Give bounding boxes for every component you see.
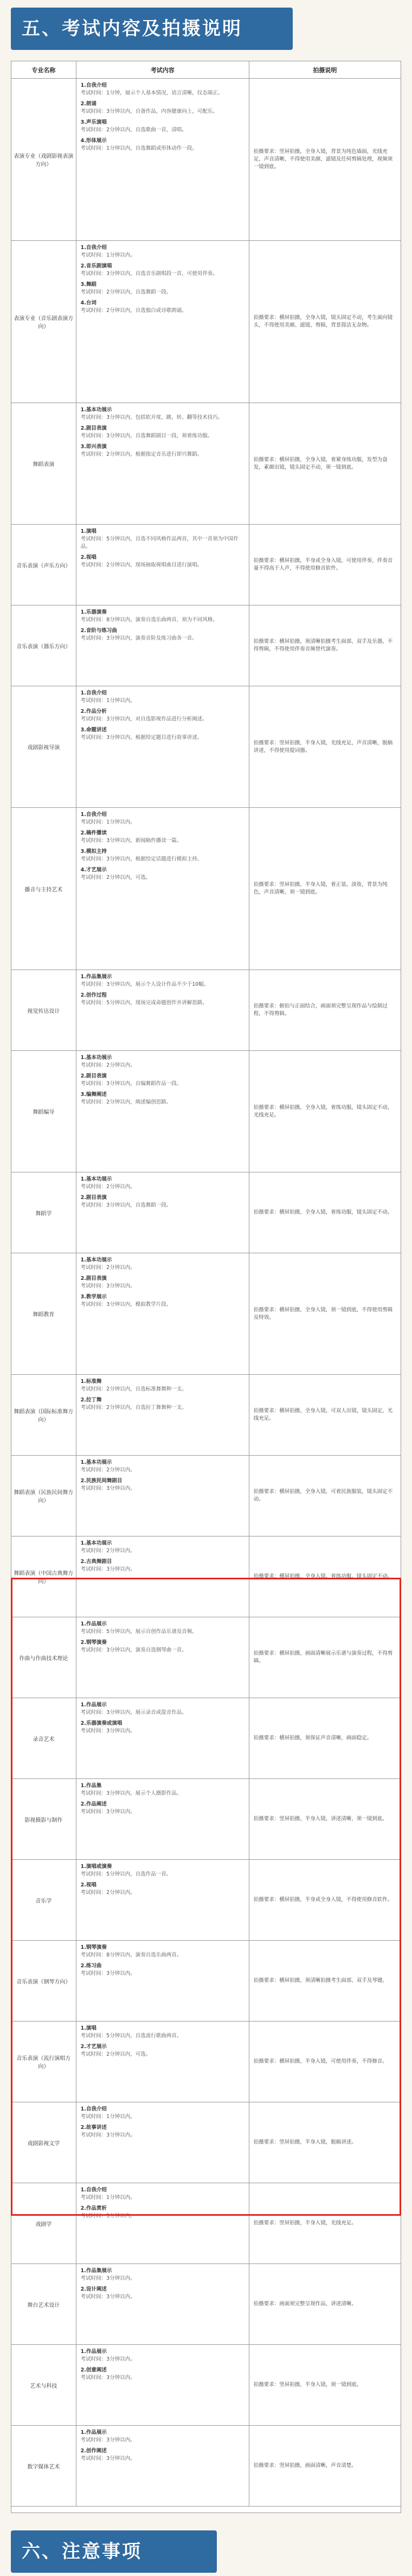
exam-item-detail: 考试时间：3分钟以内。 <box>80 1566 136 1572</box>
exam-item-title: 1.作品展示 <box>80 2349 107 2355</box>
exam-item-title: 1.自我介绍 <box>80 245 107 251</box>
exam-content <box>76 1456 249 1536</box>
table-row <box>11 1779 401 1860</box>
exam-item-detail: 考试时间：2分钟以内。 <box>80 1184 136 1190</box>
major-name: 舞蹈表演（民族民间舞方向） <box>11 1456 76 1536</box>
major-name: 影视摄影与制作 <box>11 1779 76 1859</box>
exam-item-title: 2.作品赏析 <box>80 2205 107 2211</box>
major-name: 视觉传达设计 <box>11 970 76 1050</box>
exam-item-detail: 考试时间：3分钟以内，自备作品，内容健康向上，可配乐。 <box>80 109 218 114</box>
exam-item <box>81 1477 244 1493</box>
exam-item-title: 2.创意阐述 <box>80 2367 107 2373</box>
exam-item <box>81 2043 244 2058</box>
exam-item-title: 3.编舞阐述 <box>80 1092 107 1098</box>
exam-content <box>76 525 249 605</box>
exam-content <box>76 2183 249 2263</box>
exam-content <box>76 808 249 970</box>
exam-item-title: 2.剧目表演 <box>80 1276 107 1281</box>
exam-item-title: 1.自我介绍 <box>80 812 107 818</box>
exam-item-detail: 考试时间：2分钟以内。 <box>80 1265 136 1271</box>
exam-item-title: 1.自我介绍 <box>80 690 107 696</box>
exam-content <box>76 1253 249 1374</box>
exam-content <box>76 1536 249 1617</box>
exam-item <box>81 2186 244 2202</box>
exam-item-title: 2.音阶与练习曲 <box>80 628 117 634</box>
major-name: 表演专业（戏剧影视表演方向） <box>11 79 76 240</box>
exam-item-title: 1.自我介绍 <box>80 2187 107 2193</box>
exam-item <box>81 2106 244 2121</box>
major-name: 舞蹈编导 <box>11 1051 76 1172</box>
exam-item <box>81 1782 244 1797</box>
exam-item-detail: 考试时间：8分钟以内，演奏自选乐曲两首，须为不同风格。 <box>80 617 218 623</box>
exam-item <box>81 866 244 882</box>
exam-item-detail: 考试时间：3分钟以内。 <box>80 1728 136 1734</box>
exam-item-title: 3.声乐演唱 <box>80 119 107 125</box>
exam-item-title: 2.才艺展示 <box>80 2044 107 2050</box>
exam-item <box>81 1073 244 1088</box>
exam-item-detail: 考试时间：3分钟以内，新闻稿件播读一篇。 <box>80 838 182 844</box>
exam-item-title: 2.作品分析 <box>80 709 107 715</box>
shooting-requirements: 拍摄要求：横屏拍摄，半身入镜，可使用伴奏，不得修音。 <box>253 2058 388 2064</box>
table-row <box>11 2426 401 2507</box>
exam-item-title: 1.基本功展示 <box>80 1055 112 1061</box>
major-name: 艺术与科技 <box>11 2345 76 2425</box>
exam-item-detail: 考试时间：3分钟以内，展示个人摄影作品。 <box>80 1790 182 1796</box>
shooting-requirements: 拍摄要求：横屏拍摄，半身或全身入镜，不得使用修音软件。 <box>253 1897 393 1903</box>
exam-item-detail: 考试时间：2分钟以内，自选歌曲一首，清唱。 <box>80 127 187 133</box>
exam-item-title: 2.民族民间舞剧目 <box>80 1478 123 1484</box>
exam-item-title: 2.剧目表演 <box>80 1195 107 1201</box>
exam-item-detail: 考试时间：3分钟以内。 <box>80 2456 136 2462</box>
exam-item-title: 1.标准舞 <box>80 1379 102 1385</box>
shooting-requirements: 拍摄要求：竖屏拍摄，画面清晰，声音清楚。 <box>253 2463 357 2469</box>
exam-item <box>81 2025 244 2040</box>
major-name: 表演专业（音乐剧表演方向） <box>11 241 76 403</box>
exam-item <box>81 82 244 97</box>
exam-item-detail: 考试时间：2分钟以内，自选标准舞舞种一支。 <box>80 1386 187 1392</box>
table-row <box>11 1051 401 1172</box>
exam-item-title: 2.音乐剧演唱 <box>80 263 112 269</box>
table-row <box>11 2102 401 2183</box>
exam-item-title: 1.自我介绍 <box>80 82 107 88</box>
exam-item <box>81 609 244 624</box>
exam-item-detail: 考试时间：2分钟以内，自选独白或诗歌朗诵。 <box>80 308 187 314</box>
exam-item-detail: 考试时间：5分钟以内，现场完成命题创作并讲解思路。 <box>80 1000 208 1006</box>
table-row <box>11 2183 401 2264</box>
exam-item <box>81 137 244 152</box>
shooting-requirements: 拍摄要求：竖屏拍摄，半身入镜，光线充足。 <box>253 2220 357 2226</box>
exam-item-title: 1.演唱或演奏 <box>80 1864 112 1870</box>
exam-content <box>76 79 249 240</box>
exam-item-title: 2.稿件播读 <box>80 830 107 836</box>
exam-item-detail: 考试时间：1分钟以内。 <box>80 698 136 704</box>
exam-item <box>81 1257 244 1272</box>
table-row <box>11 2022 401 2102</box>
table-row <box>11 686 401 808</box>
exam-item-detail: 考试时间：3分钟以内。 <box>80 2275 136 2281</box>
exam-item <box>81 1293 244 1309</box>
table-row <box>11 1253 401 1375</box>
exam-content <box>76 970 249 1050</box>
exam-item-title: 2.设计阐述 <box>80 2286 107 2292</box>
exam-item <box>81 1962 244 1978</box>
exam-item <box>81 1863 244 1878</box>
exam-item-detail: 考试时间：2分钟以内，自选舞蹈一段。 <box>80 289 172 295</box>
shooting-requirements: 拍摄要求：横屏拍摄，全身入镜，着紧身练功服，发型为盘发，素颜出镜，镜头固定不动，须一镜到底。 <box>253 456 388 470</box>
table-row <box>11 403 401 525</box>
exam-item <box>81 2205 244 2220</box>
exam-content <box>76 1941 249 2021</box>
exam-item <box>81 443 244 458</box>
table-body <box>11 79 401 2507</box>
exam-item-detail: 考试时间：1分钟以内。 <box>80 2195 136 2201</box>
exam-item-title: 1.基本功展示 <box>80 1540 112 1546</box>
exam-item-title: 3.模拟主持 <box>80 849 107 855</box>
major-name: 数字媒体艺术 <box>11 2426 76 2506</box>
exam-item <box>81 1275 244 1290</box>
shooting-requirements: 拍摄要求：横屏拍摄，全身入镜，须一镜到底，不得使用剪辑及特效。 <box>253 1306 393 1321</box>
exam-item-detail: 考试时间：5分钟以内，展示自创作品乐谱及音频。 <box>80 1629 197 1635</box>
exam-item <box>81 992 244 1007</box>
exam-content <box>76 1617 249 1698</box>
shooting-requirements: 拍摄要求：竖屏拍摄，半身入镜，须一镜到底。 <box>253 2382 362 2388</box>
exam-item <box>81 1558 244 1573</box>
table-row <box>11 1172 401 1253</box>
major-name: 舞蹈学 <box>11 1172 76 1253</box>
exam-item-title: 2.乐器演奏或演唱 <box>80 1720 123 1726</box>
major-name: 音乐表演（流行演唱方向） <box>11 2022 76 2102</box>
exam-item-detail: 考试时间：3分钟以内，根据给定话题进行模拟主持。 <box>80 856 203 862</box>
exam-content <box>76 1172 249 1253</box>
exam-item <box>81 1194 244 1209</box>
exam-item <box>81 1621 244 1636</box>
exam-item-title: 2.练习曲 <box>80 1963 102 1969</box>
header-requirements: 拍摄说明 <box>313 66 337 74</box>
exam-item <box>81 1176 244 1191</box>
exam-item-title: 1.作品展示 <box>80 1621 107 1627</box>
exam-item-detail: 考试时间：3分钟以内。 <box>80 2213 136 2219</box>
exam-item <box>81 2348 244 2363</box>
table-header <box>11 61 401 79</box>
exam-item <box>81 1459 244 1474</box>
table-row <box>11 1698 401 1779</box>
exam-item <box>81 425 244 440</box>
exam-item <box>81 690 244 705</box>
exam-content <box>76 1051 249 1172</box>
exam-item-detail: 考试时间：2分钟以内，可选。 <box>80 2051 151 2057</box>
exam-item <box>81 1882 244 1897</box>
shooting-requirements: 拍摄要求：横屏拍摄，画面清晰展示乐谱与演奏过程，不得剪辑。 <box>253 1650 393 1664</box>
shooting-requirements: 拍摄要求：竖屏拍摄，全身入镜，背景为纯色墙面，光线充足，声音清晰，不得使用美颜、滤镜及任何剪辑处理，视频须一镜到底。 <box>253 149 393 170</box>
exam-item <box>81 100 244 116</box>
exam-item-title: 2.创作阐述 <box>80 2448 107 2454</box>
exam-item-title: 2.故事讲述 <box>80 2125 107 2131</box>
exam-item-detail: 考试时间：3分钟以内，模拟教学片段。 <box>80 1302 172 1308</box>
exam-item <box>81 708 244 723</box>
major-name: 音乐表演（钢琴方向） <box>11 1941 76 2021</box>
exam-item-title: 3.教学展示 <box>80 1294 107 1300</box>
exam-content <box>76 2264 249 2344</box>
exam-content <box>76 2102 249 2183</box>
exam-item-detail: 考试时间：3分钟以内。 <box>80 1485 136 1491</box>
exam-item-detail: 考试时间：8分钟以内，演奏自选乐曲两首。 <box>80 1952 182 1958</box>
exam-content <box>76 1779 249 1859</box>
exam-content <box>76 2022 249 2102</box>
major-name: 音乐表演（器乐方向） <box>11 605 76 686</box>
shooting-requirements: 拍摄要求：竖屏拍摄，半身入镜，着正装，淡妆，背景为纯色，声音清晰，须一镜到底。 <box>253 882 388 895</box>
exam-item-title: 2.剧目表演 <box>80 425 107 431</box>
exam-item-title: 1.演唱 <box>80 528 96 534</box>
exam-item-detail: 考试时间：3分钟以内。 <box>80 1283 136 1289</box>
shooting-requirements: 拍摄要求：竖屏拍摄，半身入镜，光线充足，声音清晰，脱稿讲述，不得使用提词器。 <box>253 739 393 754</box>
shooting-requirements: 拍摄要求：横屏拍摄，须保证声音清晰，画面稳定。 <box>253 1735 372 1741</box>
exam-item-detail: 考试时间：3分钟以内。 <box>80 2356 136 2362</box>
table-row <box>11 1536 401 1617</box>
exam-item <box>81 244 244 259</box>
exam-item-title: 3.命题讲述 <box>80 727 107 733</box>
exam-item <box>81 2286 244 2301</box>
exam-item-detail: 考试时间：2分钟以内。 <box>80 1890 136 1896</box>
exam-item-detail: 考试时间：3分钟以内，演奏自选钢琴曲一首。 <box>80 1647 187 1653</box>
exam-item-title: 2.古典舞剧目 <box>80 1559 112 1565</box>
exam-item <box>81 2267 244 2282</box>
exam-content <box>76 241 249 403</box>
shooting-requirements: 拍摄要求：横屏拍摄，全身入镜，着练功服，镜头固定不动，光线充足。 <box>253 1104 393 1118</box>
exam-item-title: 1.基本功展示 <box>80 1257 112 1263</box>
exam-item <box>81 1801 244 1816</box>
major-name: 音乐表演（声乐方向） <box>11 525 76 605</box>
exam-item <box>81 830 244 845</box>
exam-item-detail: 考试时间：2分钟以内。 <box>80 1062 136 1068</box>
exam-content <box>76 1375 249 1455</box>
exam-item-title: 1.作品集 <box>80 1783 102 1789</box>
exam-item <box>81 119 244 134</box>
shooting-requirements: 拍摄要求：竖屏拍摄，半身入镜，讲述清晰，须一镜到底。 <box>253 1816 388 1822</box>
exam-item-detail: 考试时间：2分钟以内，根据指定音乐进行即兴舞蹈。 <box>80 451 203 457</box>
exam-item <box>81 1091 244 1106</box>
exam-item <box>81 263 244 278</box>
exam-item-detail: 考试时间：5分钟以内，自选作品一首。 <box>80 1871 172 1877</box>
shooting-requirements: 拍摄要求：俯拍与正面结合，画面须完整呈现作品与绘制过程，不得剪辑。 <box>253 1003 388 1017</box>
exam-item-detail: 考试时间：1分钟以内。 <box>80 252 136 258</box>
exam-item-title: 2.拉丁舞 <box>80 1397 102 1403</box>
exam-item-title: 2.朗诵 <box>80 101 96 107</box>
exam-item <box>81 2447 244 2463</box>
major-name: 音乐学 <box>11 1860 76 1940</box>
exam-item-title: 1.作品展示 <box>80 2430 107 2435</box>
exam-item <box>81 406 244 422</box>
exam-table <box>11 61 401 2513</box>
section5-title: 五、考试内容及拍摄说明 <box>11 8 293 50</box>
exam-item-detail: 考试时间：2分钟以内。 <box>80 1548 136 1554</box>
exam-item-detail: 考试时间：2分钟以内，阐述编创思路。 <box>80 1099 172 1105</box>
table-row <box>11 241 401 403</box>
major-name: 舞蹈表演（中国古典舞方向） <box>11 1536 76 1617</box>
exam-item <box>81 2367 244 2382</box>
exam-item <box>81 1397 244 1412</box>
shooting-requirements: 拍摄要求：横屏拍摄，须清晰拍摄考生面部、双手及琴键。 <box>253 1978 388 1984</box>
table-row <box>11 605 401 686</box>
exam-content <box>76 1698 249 1778</box>
exam-item-detail: 考试时间：3分钟以内。 <box>80 2375 136 2381</box>
table-row <box>11 2345 401 2426</box>
exam-item-detail: 考试时间：2分钟以内，现场抽取视唱曲目进行演唱。 <box>80 562 203 568</box>
exam-item <box>81 299 244 315</box>
major-name: 戏剧影视文学 <box>11 2102 76 2183</box>
shooting-requirements: 拍摄要求：横屏拍摄，全身入镜，可双人出镜，镜头固定，光线充足。 <box>253 1408 393 1421</box>
exam-item-detail: 考试时间：3分钟以内。 <box>80 1971 136 1976</box>
header-content: 考试内容 <box>76 61 249 78</box>
exam-item-title: 1.基本功展示 <box>80 1176 112 1182</box>
exam-item-title: 1.自我介绍 <box>80 2106 107 2112</box>
exam-item <box>81 528 244 551</box>
exam-item-detail: 考试时间：5分钟以内，自选不同风格作品两首，其中一首须为中国作品。 <box>80 536 239 550</box>
table-row <box>11 970 401 1051</box>
table-row <box>11 808 401 970</box>
exam-item-title: 3.即兴表演 <box>80 444 107 450</box>
exam-item-title: 4.才艺展示 <box>80 867 107 873</box>
exam-item-title: 4.形体展示 <box>80 138 107 144</box>
major-name: 戏剧影视导演 <box>11 686 76 807</box>
exam-item-detail: 考试时间：3分钟以内，展示个人设计作品不少于10幅。 <box>80 981 209 987</box>
exam-item-detail: 考试时间：3分钟以内。 <box>80 2132 136 2138</box>
exam-item <box>81 1639 244 1654</box>
table-row <box>11 1456 401 1536</box>
shooting-requirements: 拍摄要求：横屏拍摄，全身入镜，可着民族服装，镜头固定不动。 <box>253 1489 393 1502</box>
exam-item <box>81 848 244 863</box>
exam-item <box>81 973 244 989</box>
shooting-requirements: 拍摄要求：竖屏拍摄，半身入镜，脱稿讲述。 <box>253 2139 357 2145</box>
exam-item-detail: 考试时间：1分钟以内，自选舞蹈或形体动作一段。 <box>80 145 197 151</box>
exam-item-detail: 考试时间：1分钟，展示个人基本情况，语言清晰，仪态端正。 <box>80 90 223 96</box>
table-row <box>11 1941 401 2022</box>
exam-item-detail: 考试时间：2分钟以内，自选拉丁舞舞种一支。 <box>80 1405 187 1411</box>
exam-item-detail: 考试时间：5分钟以内，自选流行歌曲两首。 <box>80 2033 182 2039</box>
table-row <box>11 1617 401 1698</box>
exam-item <box>81 2429 244 2444</box>
exam-content <box>76 605 249 686</box>
exam-item-title: 2.视唱 <box>80 1882 96 1888</box>
exam-item <box>81 726 244 742</box>
exam-item-detail: 考试时间：3分钟以内，自编舞蹈作品一段。 <box>80 1081 182 1087</box>
exam-item-detail: 考试时间：3分钟以内。 <box>80 2437 136 2443</box>
exam-item-detail: 考试时间：1分钟以内。 <box>80 819 136 825</box>
exam-item <box>81 811 244 826</box>
exam-item-detail: 考试时间：3分钟以内，根据给定题目进行故事讲述。 <box>80 735 203 741</box>
shooting-requirements: 拍摄要求：横屏拍摄，半身或全身入镜，可使用伴奏，伴奏音量不得高于人声，不得使用修音软件。 <box>253 558 393 571</box>
exam-item-detail: 考试时间：3分钟以内。 <box>80 1809 136 1815</box>
exam-item-title: 1.作品集展示 <box>80 2268 112 2274</box>
exam-content <box>76 2426 249 2506</box>
table-row <box>11 2264 401 2345</box>
shooting-requirements: 拍摄要求：横屏拍摄，须清晰拍摄考生面部、双手及乐器，不得剪辑，不得使用伴奏音频替代演奏。 <box>253 639 393 652</box>
exam-item-title: 1.基本功展示 <box>80 407 112 413</box>
exam-item <box>81 281 244 296</box>
exam-item-detail: 考试时间：3分钟以内，自选音乐剧唱段一首，可使用伴奏。 <box>80 271 218 277</box>
major-name: 舞台艺术设计 <box>11 2264 76 2344</box>
exam-content <box>76 1860 249 1940</box>
exam-item-title: 2.钢琴演奏 <box>80 1640 107 1646</box>
exam-item <box>81 1720 244 1735</box>
section6-title: 六、注意事项 <box>11 2530 217 2573</box>
exam-item-detail: 考试时间：3分钟以内，自选舞蹈剧目一段，须着练功服。 <box>80 433 213 439</box>
exam-item-title: 2.创作过程 <box>80 992 107 998</box>
exam-item-detail: 考试时间：1分钟以内。 <box>80 2114 136 2120</box>
table-row <box>11 525 401 605</box>
exam-item-title: 1.演唱 <box>80 2025 96 2031</box>
exam-item <box>81 1540 244 1555</box>
major-name: 录音艺术 <box>11 1698 76 1778</box>
exam-item-title: 2.剧目表演 <box>80 1073 107 1079</box>
header-major: 专业名称 <box>11 61 76 78</box>
exam-item-title: 1.乐器演奏 <box>80 609 107 615</box>
exam-item-title: 1.基本功展示 <box>80 1459 112 1465</box>
exam-item-detail: 考试时间：3分钟以内，自选舞蹈一段。 <box>80 1202 172 1208</box>
exam-item-title: 4.台词 <box>80 300 96 306</box>
exam-item <box>81 1701 244 1717</box>
shooting-requirements: 拍摄要求：画面须完整呈现作品，讲述清晰。 <box>253 2301 357 2307</box>
table-row <box>11 1860 401 1941</box>
exam-item <box>81 1378 244 1393</box>
exam-item-detail: 考试时间：3分钟以内，展示录音或混音作品。 <box>80 1710 187 1716</box>
shooting-requirements: 拍摄要求：横屏拍摄，全身入镜，着练功服，镜头固定不动。 <box>253 1573 393 1579</box>
major-name: 作曲与作曲技术理论 <box>11 1617 76 1698</box>
exam-item-detail: 考试时间：2分钟以内。 <box>80 1467 136 1473</box>
exam-content <box>76 403 249 524</box>
exam-item-title: 1.作品展示 <box>80 1702 107 1708</box>
exam-item <box>81 2124 244 2139</box>
exam-item-detail: 考试时间：3分钟以内，对自选影视作品进行分析阐述。 <box>80 716 208 722</box>
exam-item-detail: 考试时间：3分钟以内。 <box>80 2294 136 2300</box>
exam-item-detail: 考试时间：2分钟以内，可选。 <box>80 875 151 881</box>
exam-item-detail: 考试时间：3分钟以内，演奏音阶及练习曲各一首。 <box>80 635 197 641</box>
exam-item <box>81 554 244 569</box>
exam-item-detail: 考试时间：3分钟以内，包括软开度、跳、转、翻等技术技巧。 <box>80 415 223 420</box>
major-name: 戏剧学 <box>11 2183 76 2263</box>
shooting-requirements: 拍摄要求：横屏拍摄，全身入镜，着练功服，镜头固定不动。 <box>253 1209 393 1215</box>
exam-item-title: 2.作品阐述 <box>80 1801 107 1807</box>
exam-item-title: 1.作品集展示 <box>80 974 112 980</box>
major-name: 播音与主持艺术 <box>11 808 76 970</box>
exam-item <box>81 1944 244 1959</box>
exam-item <box>81 627 244 642</box>
shooting-requirements: 拍摄要求：横屏拍摄，全身入镜，镜头固定不动，考生面向镜头，不得使用美颜、滤镜、剪辑，背景简洁无杂物。 <box>253 315 393 328</box>
exam-content <box>76 686 249 807</box>
major-name: 舞蹈表演（国际标准舞方向） <box>11 1375 76 1455</box>
major-name: 舞蹈表演 <box>11 403 76 524</box>
exam-item <box>81 1054 244 1069</box>
exam-item-title: 3.舞蹈 <box>80 282 96 288</box>
table-row <box>11 1375 401 1456</box>
table-row <box>11 79 401 241</box>
major-name: 舞蹈教育 <box>11 1253 76 1374</box>
exam-item-title: 1.钢琴演奏 <box>80 1944 107 1950</box>
exam-item-title: 2.视唱 <box>80 554 96 560</box>
exam-content <box>76 2345 249 2425</box>
